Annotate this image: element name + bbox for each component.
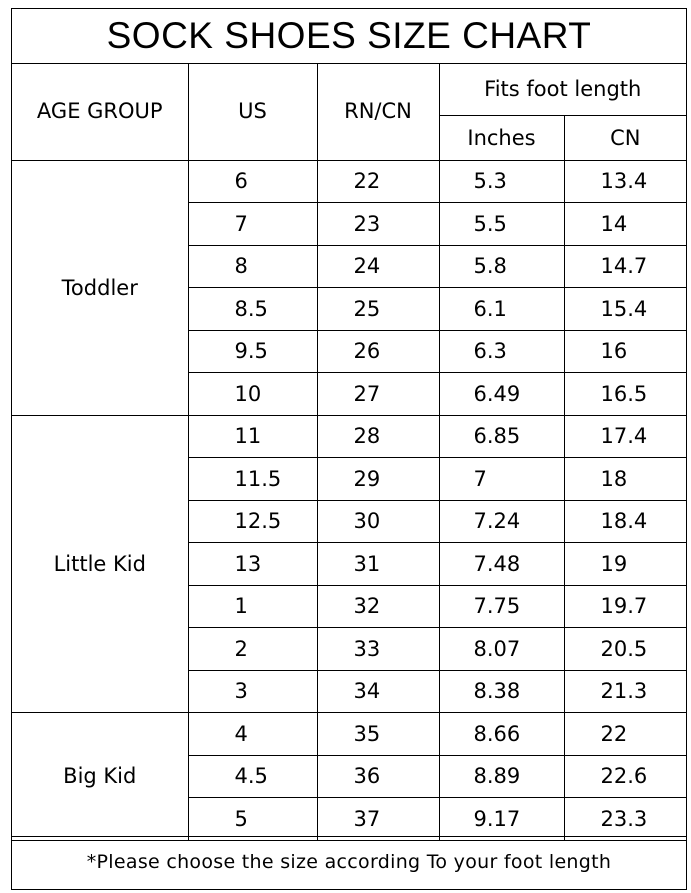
foot-length-inches-cell: 5.3 xyxy=(439,160,564,203)
rn-cn-size-cell: 27 xyxy=(317,373,439,416)
us-size-cell: 4 xyxy=(188,713,317,756)
foot-length-cn-cell: 18.4 xyxy=(564,500,686,543)
us-size-cell: 13 xyxy=(188,543,317,586)
table-row xyxy=(12,415,686,458)
us-size-cell: 8 xyxy=(188,245,317,288)
foot-length-inches-cell: 6.3 xyxy=(439,330,564,373)
rn-cn-size-cell: 28 xyxy=(317,415,439,458)
header-fits-foot-length: Fits foot length xyxy=(439,63,686,115)
foot-length-inches-cell: 9.17 xyxy=(439,798,564,841)
us-size-cell: 12.5 xyxy=(188,500,317,543)
chart-title: SOCK SHOES SIZE CHART xyxy=(12,9,686,64)
foot-length-inches-cell: 6.85 xyxy=(439,415,564,458)
header-inches: Inches xyxy=(439,115,564,160)
us-size-cell: 2 xyxy=(188,628,317,671)
rn-cn-size-cell: 23 xyxy=(317,203,439,246)
foot-length-cn-cell: 14.7 xyxy=(564,245,686,288)
foot-length-cn-cell: 19.7 xyxy=(564,585,686,628)
foot-length-cn-cell: 19 xyxy=(564,543,686,586)
foot-length-inches-cell: 7.48 xyxy=(439,543,564,586)
header-us: US xyxy=(188,63,317,160)
us-size-cell: 1 xyxy=(188,585,317,628)
us-size-cell: 6 xyxy=(188,160,317,203)
foot-length-cn-cell: 22 xyxy=(564,713,686,756)
table-row xyxy=(12,713,686,756)
us-size-cell: 10 xyxy=(188,373,317,416)
header-cn: CN xyxy=(564,115,686,160)
size-chart-sheet xyxy=(11,8,687,890)
us-size-cell: 9.5 xyxy=(188,330,317,373)
rn-cn-size-cell: 33 xyxy=(317,628,439,671)
rn-cn-size-cell: 30 xyxy=(317,500,439,543)
foot-length-inches-cell: 7.24 xyxy=(439,500,564,543)
rn-cn-size-cell: 25 xyxy=(317,288,439,331)
rn-cn-size-cell: 22 xyxy=(317,160,439,203)
us-size-cell: 11 xyxy=(188,415,317,458)
age-group-label: Toddler xyxy=(12,160,188,415)
us-size-cell: 4.5 xyxy=(188,755,317,798)
table-row xyxy=(12,160,686,203)
foot-length-inches-cell: 5.8 xyxy=(439,245,564,288)
size-table xyxy=(12,63,686,841)
rn-cn-size-cell: 35 xyxy=(317,713,439,756)
foot-length-cn-cell: 14 xyxy=(564,203,686,246)
foot-length-inches-cell: 6.1 xyxy=(439,288,564,331)
footnote: *Please choose the size according To your foot length xyxy=(12,836,686,889)
foot-length-cn-cell: 16.5 xyxy=(564,373,686,416)
foot-length-inches-cell: 8.38 xyxy=(439,670,564,713)
foot-length-cn-cell: 22.6 xyxy=(564,755,686,798)
header-age-group: AGE GROUP xyxy=(12,63,188,160)
us-size-cell: 3 xyxy=(188,670,317,713)
foot-length-cn-cell: 17.4 xyxy=(564,415,686,458)
rn-cn-size-cell: 24 xyxy=(317,245,439,288)
foot-length-cn-cell: 21.3 xyxy=(564,670,686,713)
rn-cn-size-cell: 26 xyxy=(317,330,439,373)
rn-cn-size-cell: 32 xyxy=(317,585,439,628)
foot-length-inches-cell: 8.66 xyxy=(439,713,564,756)
age-group-label: Big Kid xyxy=(12,713,188,841)
foot-length-cn-cell: 13.4 xyxy=(564,160,686,203)
foot-length-inches-cell: 7 xyxy=(439,458,564,501)
foot-length-cn-cell: 18 xyxy=(564,458,686,501)
rn-cn-size-cell: 31 xyxy=(317,543,439,586)
foot-length-cn-cell: 20.5 xyxy=(564,628,686,671)
rn-cn-size-cell: 37 xyxy=(317,798,439,841)
rn-cn-size-cell: 34 xyxy=(317,670,439,713)
foot-length-cn-cell: 16 xyxy=(564,330,686,373)
foot-length-inches-cell: 8.89 xyxy=(439,755,564,798)
us-size-cell: 11.5 xyxy=(188,458,317,501)
rn-cn-size-cell: 36 xyxy=(317,755,439,798)
foot-length-cn-cell: 23.3 xyxy=(564,798,686,841)
foot-length-inches-cell: 8.07 xyxy=(439,628,564,671)
foot-length-inches-cell: 5.5 xyxy=(439,203,564,246)
us-size-cell: 8.5 xyxy=(188,288,317,331)
foot-length-inches-cell: 6.49 xyxy=(439,373,564,416)
foot-length-cn-cell: 15.4 xyxy=(564,288,686,331)
age-group-label: Little Kid xyxy=(12,415,188,713)
foot-length-inches-cell: 7.75 xyxy=(439,585,564,628)
rn-cn-size-cell: 29 xyxy=(317,458,439,501)
header-rn-cn: RN/CN xyxy=(317,63,439,160)
us-size-cell: 7 xyxy=(188,203,317,246)
us-size-cell: 5 xyxy=(188,798,317,841)
table-body xyxy=(12,160,686,840)
